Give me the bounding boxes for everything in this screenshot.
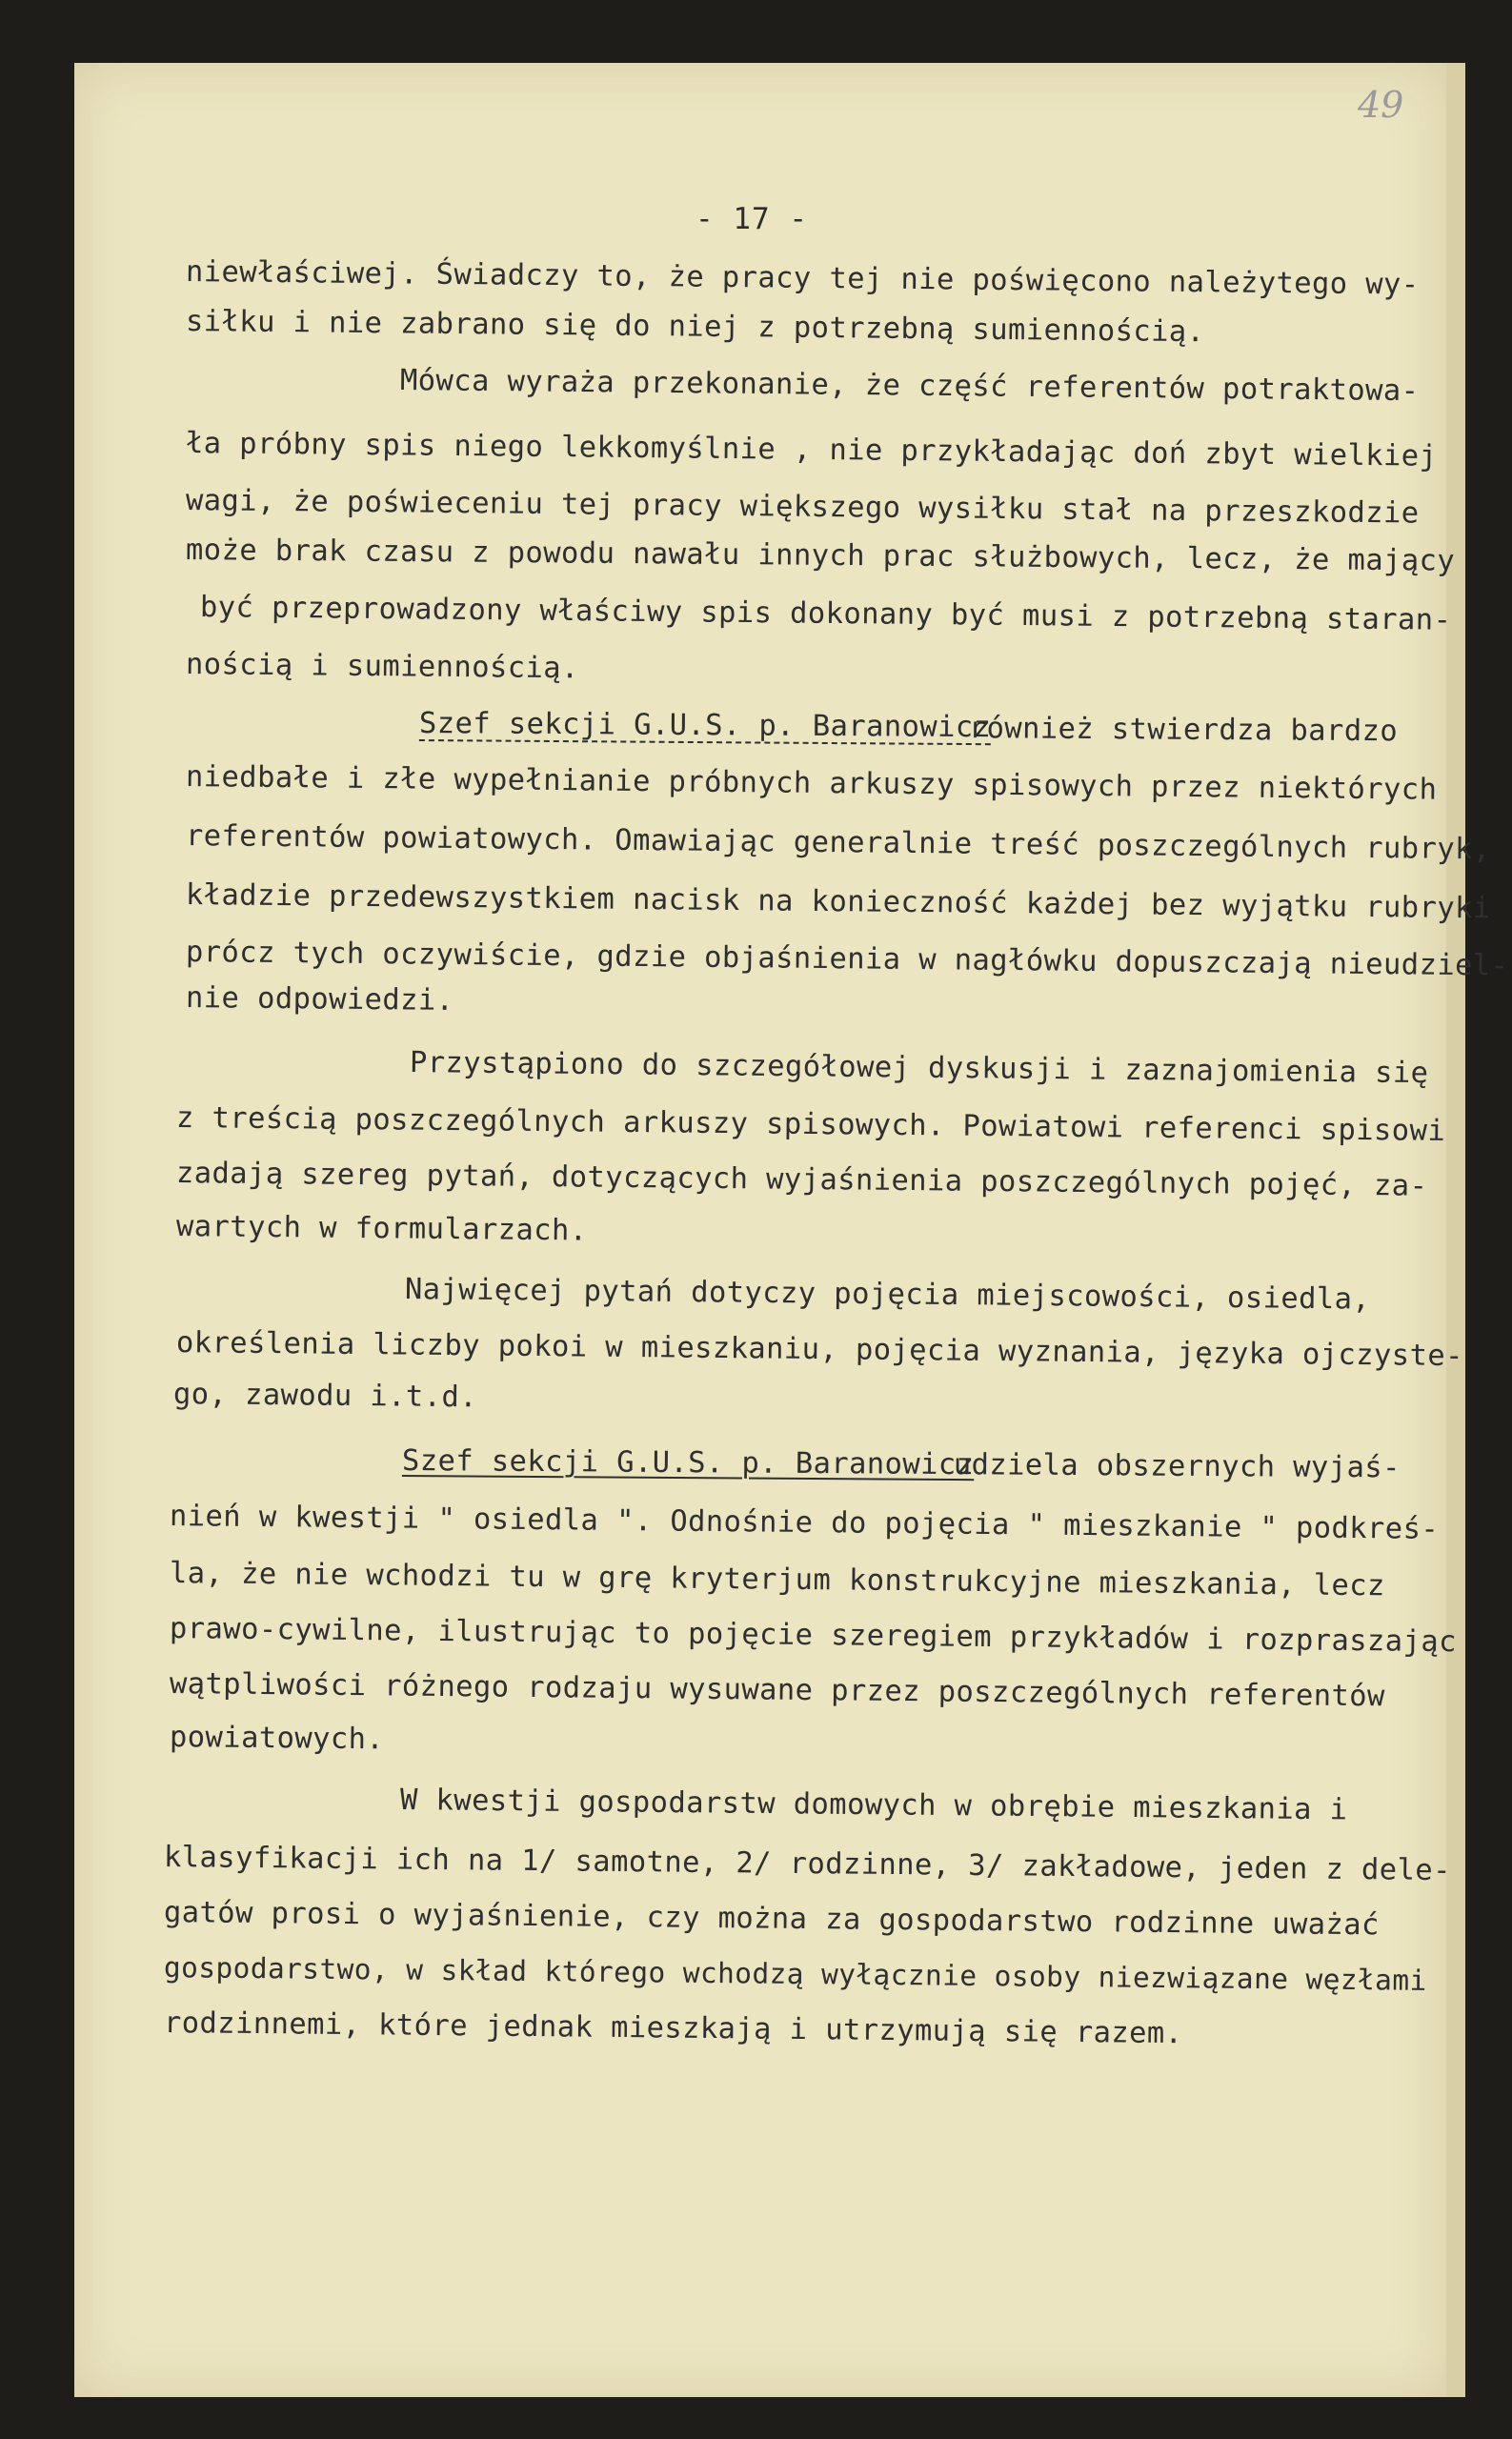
text-line: powiatowych.: [169, 1721, 385, 1757]
text-line: wątpliwości różnego rodzaju wysuwane przez poszczególnych referentów: [169, 1667, 1385, 1714]
text-line: wartych w formularzach.: [175, 1210, 588, 1248]
text-line: Przystąpiono do szczegółowej dyskusji i zaznajomienia się: [409, 1046, 1429, 1091]
page-number: - 17 -: [696, 202, 808, 236]
text-line: klasyfikacji ich na 1/ samotne, 2/ rodzinne, 3/ zakładowe, jeden z dele-: [163, 1841, 1452, 1888]
text-line: niedbałe i złe wypełnianie próbnych arkuszy spisowych przez niektórych: [185, 760, 1438, 807]
text-line: nień w kwestji " osiedla ". Odnośnie do pojęcia " mieszkanie " podkreś-: [169, 1500, 1440, 1546]
text-line: określenia liczby pokoi w mieszkaniu, pojęcia wyznania, języka ojczyste-: [175, 1326, 1464, 1374]
text-line: Najwięcej pytań dotyczy pojęcia miejscowości, osiedla,: [404, 1273, 1371, 1317]
text-line: może brak czasu z powodu nawału innych prac służbowych, lecz, że mający: [185, 534, 1456, 578]
text-line: nością i sumiennością.: [185, 648, 579, 686]
text-line: być przeprowadzony właściwy spis dokonany być musi z potrzebną staran-: [199, 591, 1452, 637]
text-line: la, że nie wchodzi tu w grę kryterjum konstrukcyjne mieszkania, lecz: [169, 1557, 1385, 1603]
text-line: również stwierdza bardzo: [950, 712, 1399, 749]
text-line: kładzie przedewszystkiem nacisk na konieczność każdej bez wyjątku rubryki: [185, 878, 1491, 926]
text-line: nie odpowiedzi.: [185, 981, 454, 1018]
text-line: prócz tych oczywiście, gdzie objaśnienia w nagłówku dopuszczają nieudziel-: [185, 936, 1509, 983]
page-edge: [1446, 63, 1465, 2397]
text-line: ła próbny spis niego lekkomyślnie , nie przykładając doń zbyt wielkiej: [185, 427, 1438, 474]
text-line: siłku i nie zabrano się do niej z potrzebną sumiennością.: [185, 305, 1205, 350]
text-line: referentów powiatowych. Omawiając generalnie treść poszczególnych rubryk,: [185, 819, 1491, 867]
text-line: prawo-cywilne, ilustrując to pojęcie szeregiem przykładów i rozpraszając: [169, 1612, 1458, 1660]
speaker-name: Szef sekcji G.U.S. p. Baranowicz: [401, 1444, 975, 1482]
text-line: z treścią poszczególnych arkuszy spisowych. Powiatowi referenci spisowi: [175, 1101, 1446, 1148]
text-line: go, zawodu i.t.d.: [172, 1378, 478, 1415]
text-line: gospodarstwo, w skład którego wchodzą wyłącznie osoby niezwiązane węzłami: [163, 1951, 1427, 1997]
folio-mark: 49: [1358, 84, 1404, 126]
text-line: niewłaściwej. Świadczy to, że pracy tej nie poświęcono należytego wy-: [185, 255, 1420, 302]
text-line: Mówca wyraża przekonanie, że część referentów potraktowa-: [399, 364, 1420, 409]
text-line: udziela obszernych wyjaś-: [935, 1448, 1401, 1485]
text-line: gatów prosi o wyjaśnienie, czy można za gospodarstwo rodzinne uważać: [163, 1896, 1380, 1943]
speaker-name: Szef sekcji G.U.S. p. Baranowicz: [418, 707, 992, 745]
text-line: wagi, że poświeceniu tej pracy większego wysiłku stał na przeszkodzie: [185, 484, 1420, 531]
text-line: zadają szereg pytań, dotyczących wyjaśnienia poszczególnych pojęć, za-: [175, 1157, 1428, 1203]
text-line: W kwestji gospodarstw domowych w obrębie mieszkania i: [399, 1784, 1348, 1827]
text-line: rodzinnemi, które jednak mieszkają i utrzymują się razem.: [163, 2006, 1183, 2051]
